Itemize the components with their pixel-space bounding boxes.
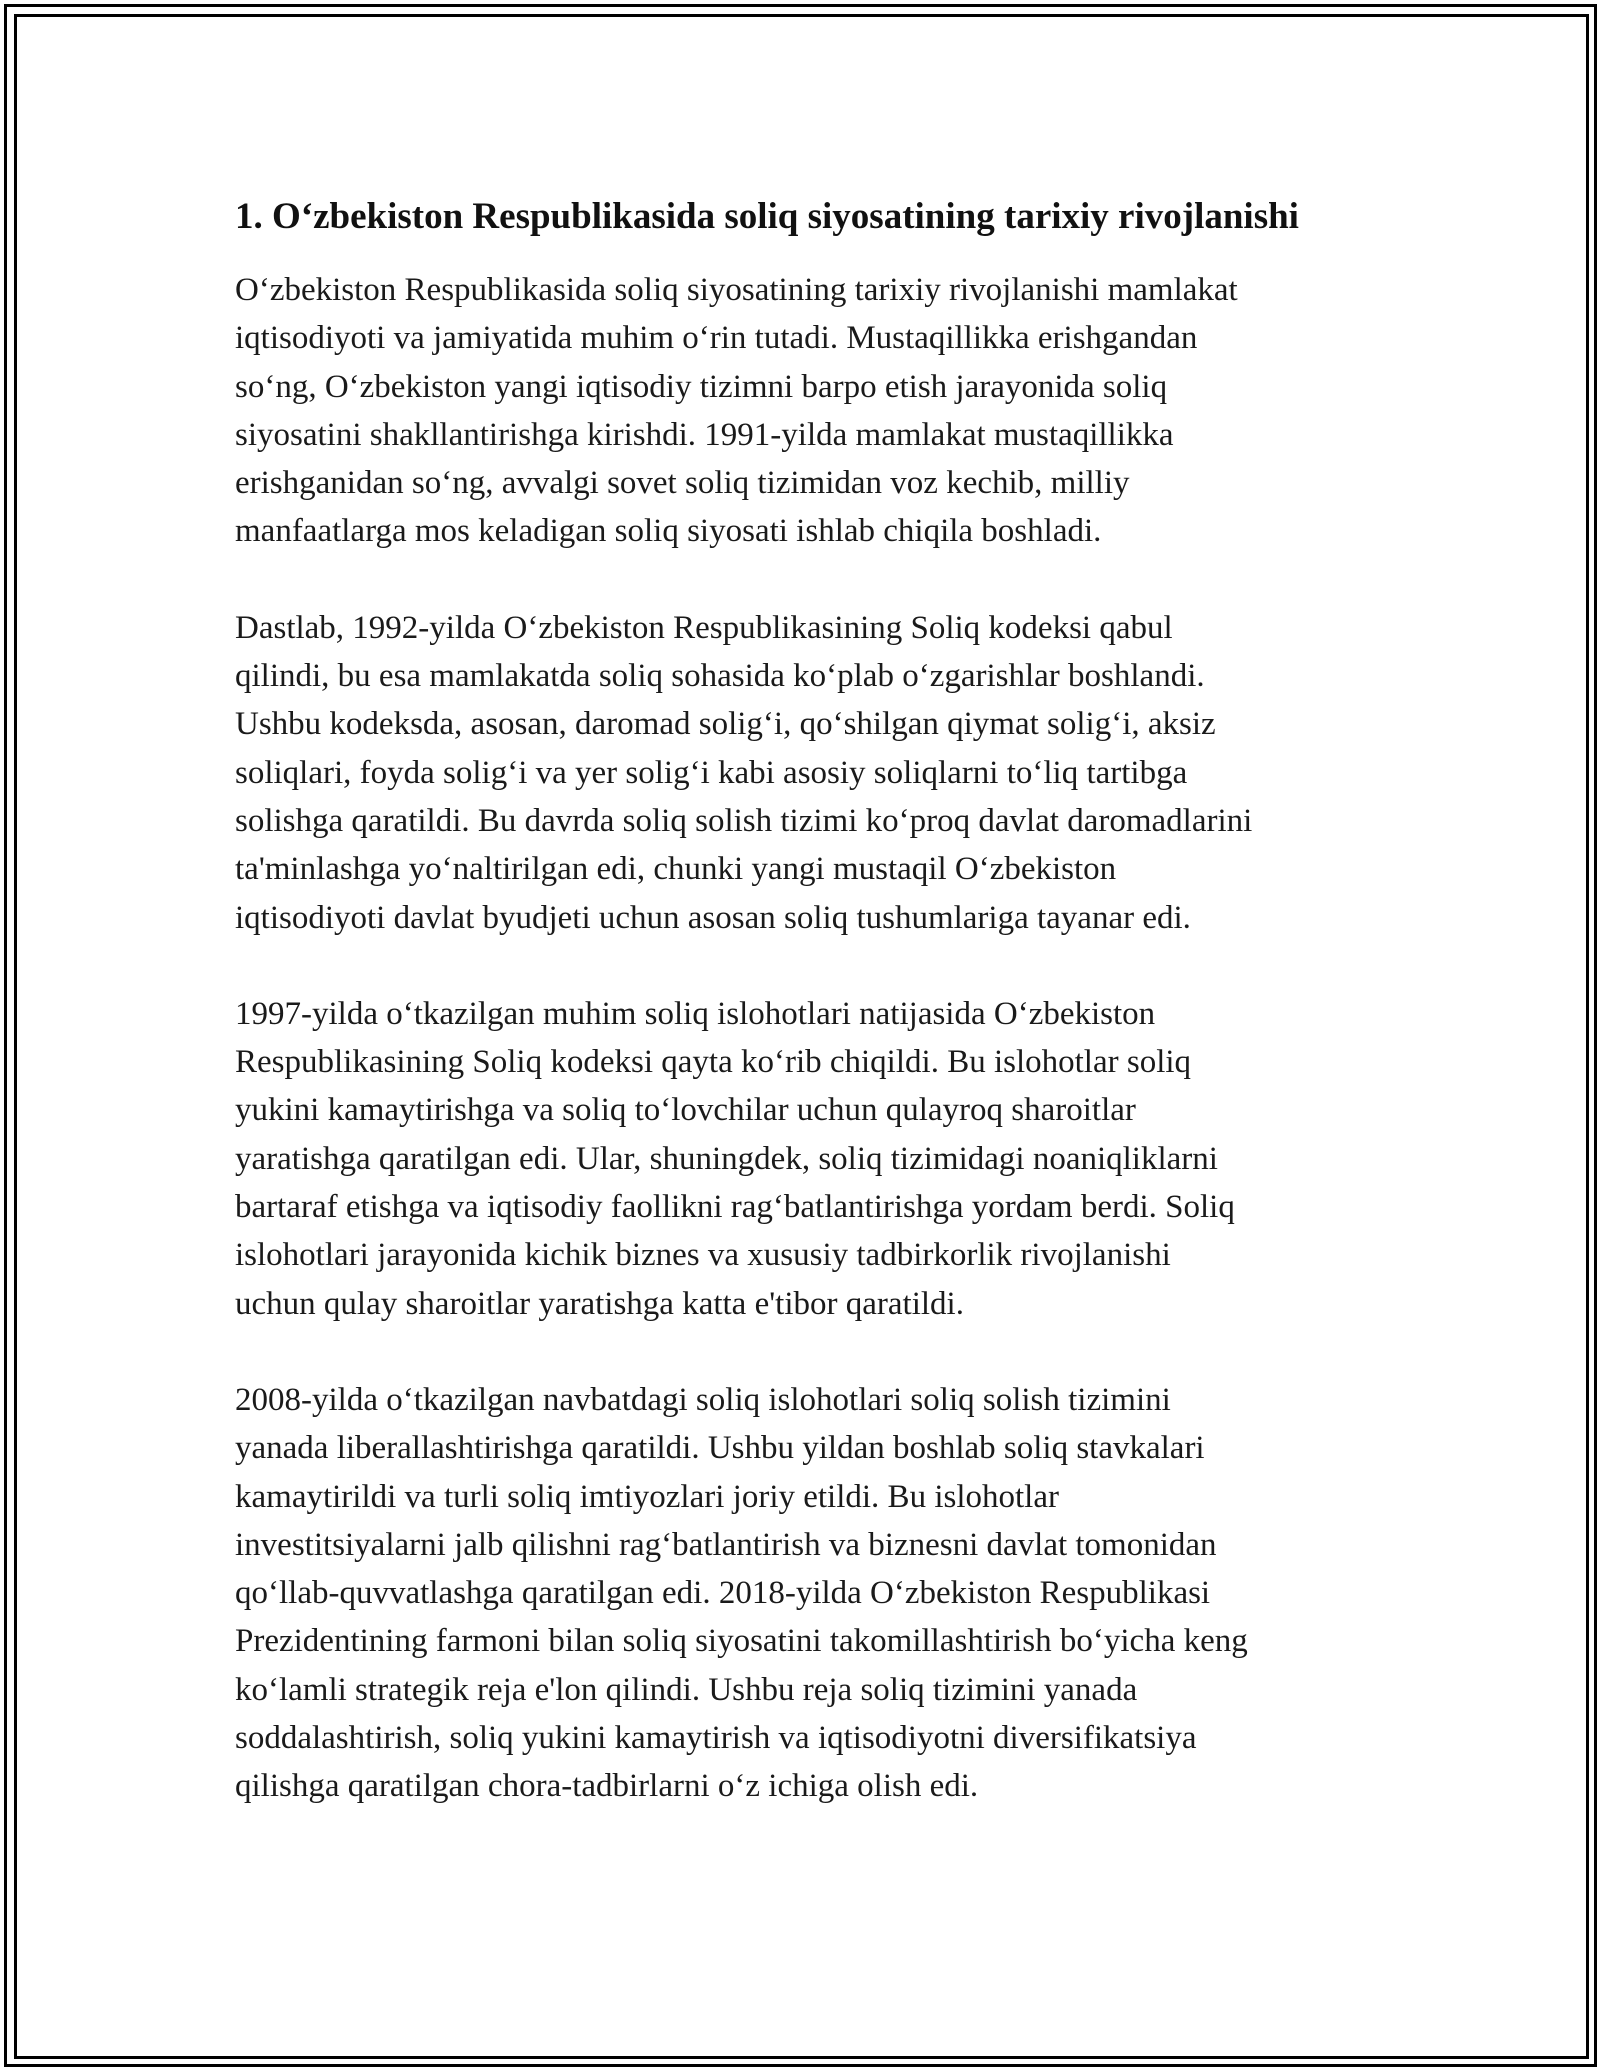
paragraph-1: O‘zbekiston Respublikasida soliq siyosatining tarixiy rivojlanishi mamlakat iqtisodiyoti va jamiyatida muhim o‘rin tutadi. Mustaqillikka erishgandan so‘ng, O‘zbekiston yangi iqtisodiy tizimni barpo etish jarayonida soliq siyosatini shakllantirishga kirishdi. 1991-yilda mamlakat mustaqillikka erishganidan so‘ng, avvalgi sovet soliq tizimidan voz kechib, milliy manfaatlarga mos keladigan soliq siyosati ishlab chiqila boshladi. xyxy=(235,272,1238,550)
paragraph-3: 1997-yilda o‘tkazilgan muhim soliq islohotlari natijasida O‘zbekiston Respublikasining Soliq kodeksi qayta ko‘rib chiqildi. Bu islohotlar soliq yukini kamaytirishga va soliq to‘lovchilar uchun qulayroq sharoitlar yaratishga qaratilgan edi. Ular, shuningdek, soliq tizimidagi noaniqliklarni bartaraf etishga va iqtisodiy faollikni rag‘batlantirishga yordam berdi. Soliq islohotlari jarayonida kichik biznes va xususiy tadbirkorlik rivojlanishi uchun qulay sharoitlar yaratishga katta e'tibor qaratildi. xyxy=(235,995,1235,1322)
paragraph-2: Dastlab, 1992-yilda O‘zbekiston Respublikasining Soliq kodeksi qabul qilindi, bu esa mamlakatda soliq sohasida ko‘plab o‘zgarishlar boshlandi. Ushbu kodeksda, asosan, daromad solig‘i, qo‘shilgan qiymat solig‘i, aksiz soliqlari, foyda solig‘i va yer solig‘i kabi asosiy soliqlarni to‘liq tartibga solishga qaratildi. Bu davrda soliq solish tizimi ko‘proq davlat daromadlarini ta'minlashga yo‘naltirilgan edi, chunki yangi mustaqil O‘zbekiston iqtisodiyoti davlat byudjeti uchun asosan soliq tushumlariga tayanar edi. xyxy=(235,609,1253,936)
section-title: 1. O‘zbekiston Respublikasida soliq siyosatining tarixiy rivojlanishi xyxy=(235,196,1299,237)
document-body xyxy=(235,190,1375,1811)
paragraph-4: 2008-yilda o‘tkazilgan navbatdagi soliq islohotlari soliq solish tizimini yanada liberallashtirishga qaratildi. Ushbu yildan boshlab soliq stavkalari kamaytirildi va turli soliq imtiyozlari joriy etildi. Bu islohotlar investitsiyalarni jalb qilishni rag‘batlantirish va biznesni davlat tomonidan qo‘llab-quvvatlashga qaratilgan edi. 2018-yilda O‘zbekiston Respublikasi Prezidentining farmoni bilan soliq siyosatini takomillashtirish bo‘yicha keng ko‘lamli strategik reja e'lon qilindi. Ushbu reja soliq tizimini yanada soddalashtirish, soliq yukini kamaytirish va iqtisodiyotni diversifikatsiya qilishga qaratilgan chora-tadbirlarni o‘z ichiga olish edi. xyxy=(235,1381,1248,1805)
